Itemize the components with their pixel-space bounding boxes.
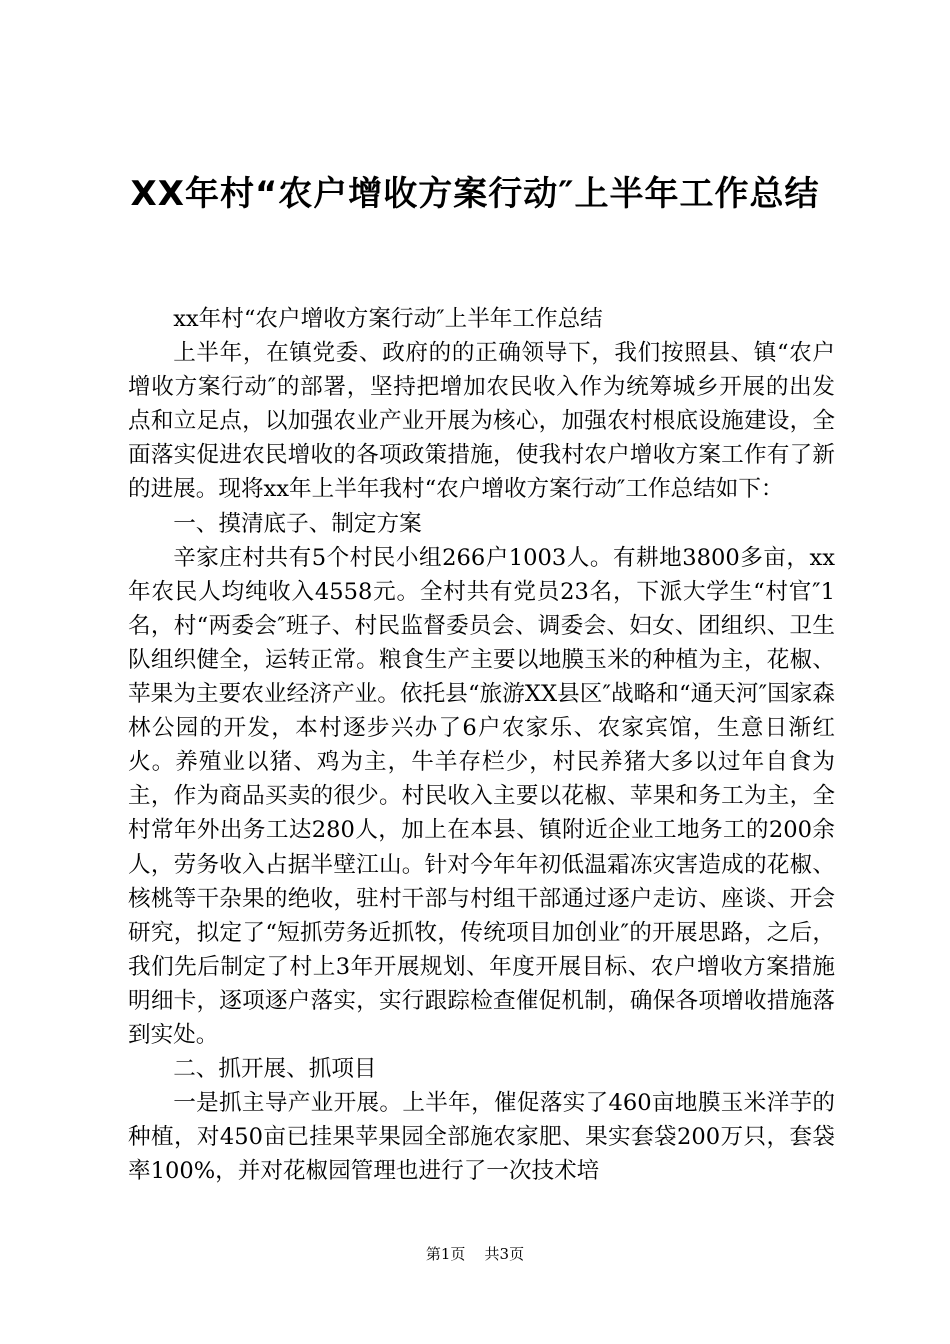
page-total: 共3页 <box>484 1245 525 1263</box>
document-title: XX年村“农户增收方案行动″上半年工作总结 <box>130 174 820 214</box>
section-heading-2: 二、抓开展、抓项目 <box>173 1056 377 1083</box>
footer-spacer <box>470 1245 480 1263</box>
section-heading-1: 一、摸清底子、制定方案 <box>173 510 422 537</box>
body-paragraph-intro: 上半年，在镇党委、政府的的正确领导下，我们按照县、镇“农户增收方案行动″的部署，坚持把增加农民收入作为统筹城乡开展的出发点和立足点，以加强农业产业开展为核心，加强农村根底设施建设，全面落实促进农民增收的各项政策措施，使我村农户增收方案工作有了新的进展。现将xx年上半年我村“农户增收方案行动″工作总结如下： <box>128 340 835 503</box>
body-paragraph-section-2: 一是抓主导产业开展。上半年，催促落实了460亩地膜玉米洋芋的种植，对450亩已挂果苹果园全部施农家肥、果实套袋200万只，套袋率100%，并对花椒园管理也进行了一次技术培 <box>128 1090 835 1185</box>
body-paragraph-subtitle: xx年村“农户增收方案行动″上半年工作总结 <box>173 306 603 332</box>
document-body <box>128 302 835 1188</box>
page-footer <box>0 1244 950 1264</box>
page-number: 第1页 <box>425 1245 466 1263</box>
body-paragraph-section-1: 辛家庄村共有5个村民小组266户1003人。有耕地3800多亩，xx年农民人均纯收入4558元。全村共有党员23名，下派大学生“村官″1名，村“两委会″班子、村民监督委员会、调委会、妇女、团组织、卫生队组织健全，运转正常。粮食生产主要以地膜玉米的种植为主，花椒、苹果为主要农业经济产业。依托县“旅游XX县区″战略和“通天河″国家森林公园的开发，本村逐步兴办了6户农家乐、农家宾馆，生意日渐红火。养殖业以猪、鸡为主，牛羊存栏少，村民养猪大多以过年自食为主，作为商品买卖的很少。村民收入主要以花椒、苹果和务工为主，全村常年外出务工达280人，加上在本县、镇附近企业工地务工的200余人，劳务收入占据半壁江山。针对今年年初低温霜冻灾害造成的花椒、核桃等干杂果的绝收，驻村干部与村组干部通过逐户走访、座谈、开会研究，拟定了“短抓劳务近抓牧，传统项目加创业″的开展思路，之后，我们先后制定了村上3年开展规划、年度开展目标、农户增收方案措施明细卡，逐项逐户落实，实行跟踪检查催促机制，确保各项增收措施落到实处。 <box>128 544 835 1048</box>
